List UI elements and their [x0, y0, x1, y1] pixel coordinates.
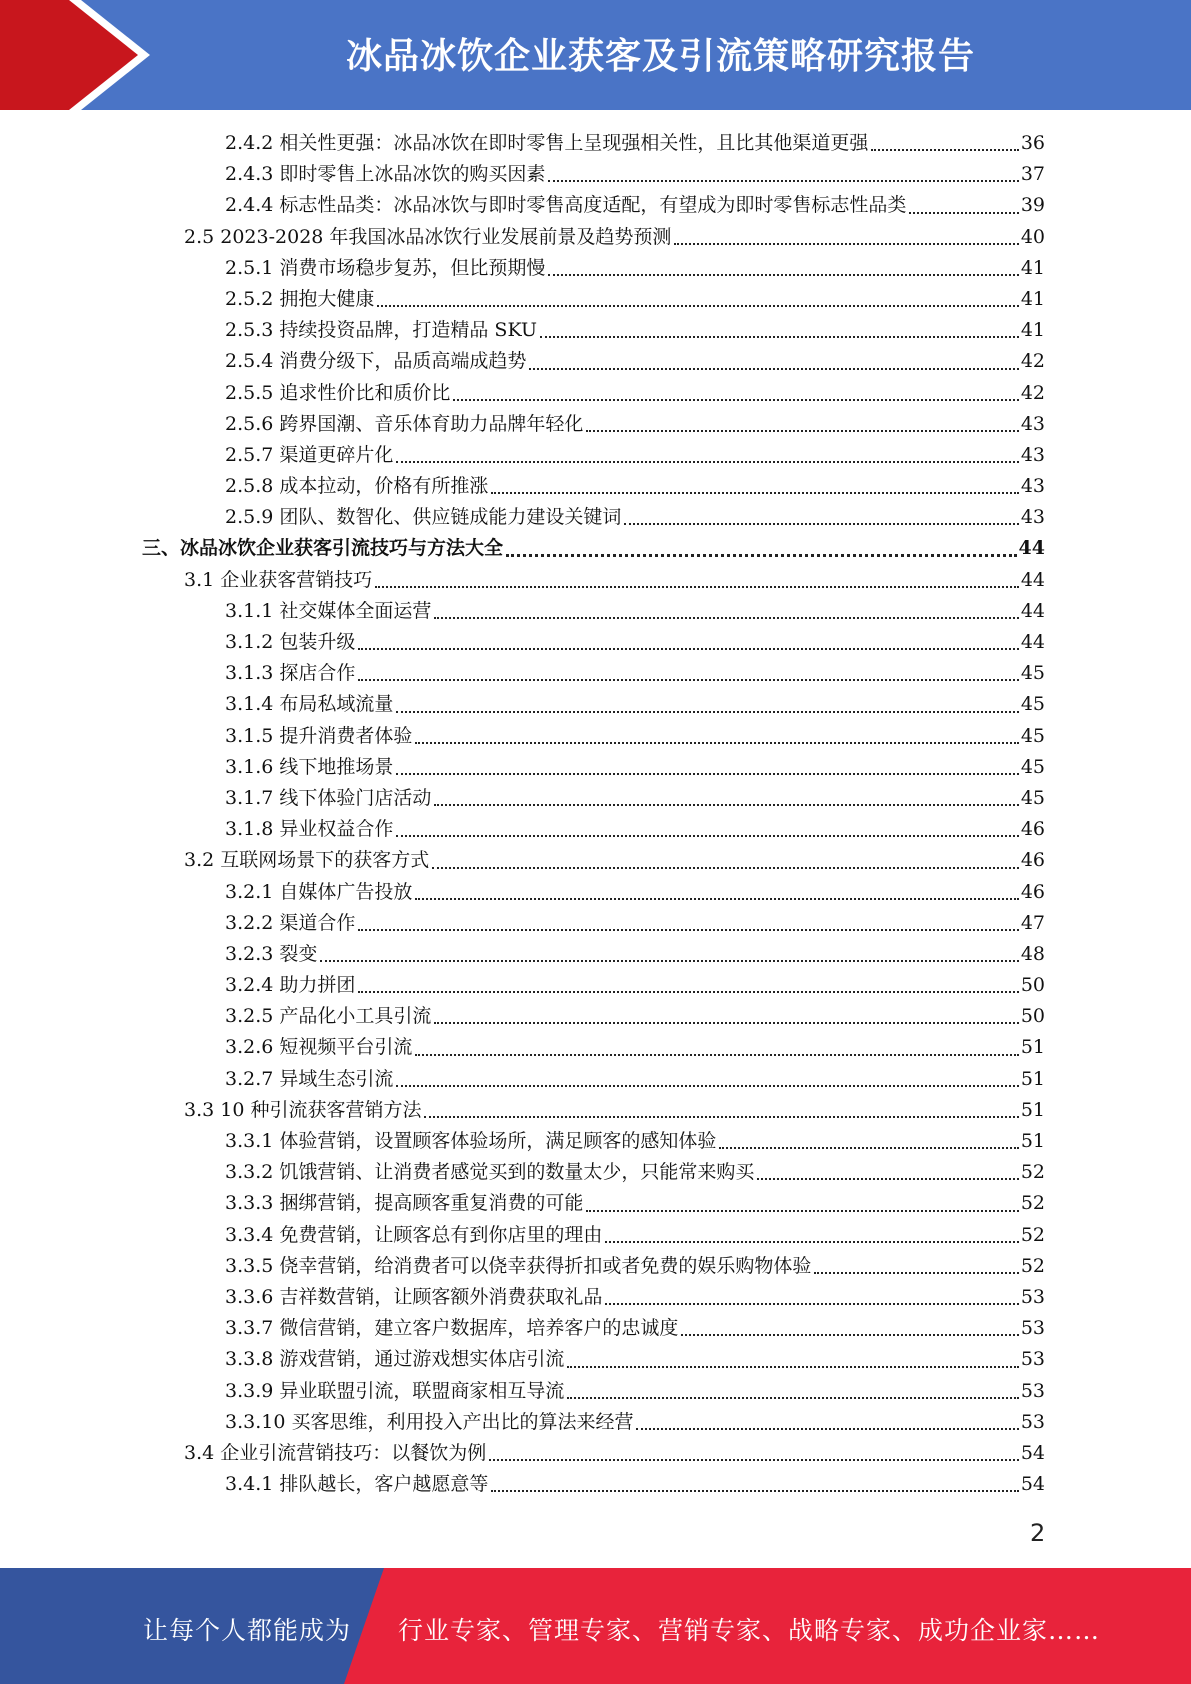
toc-entry-page: 48	[1020, 942, 1045, 965]
toc-entry-line	[184, 845, 1045, 876]
toc-entry-page: 43	[1020, 475, 1045, 498]
toc-entry-label: 2.5.8 成本拉动，价格有所推涨	[225, 475, 489, 498]
toc-entry-page: 53	[1020, 1317, 1045, 1340]
page-footer	[0, 1568, 1191, 1684]
toc-entry-page: 45	[1020, 724, 1045, 747]
toc-entry[interactable]	[0, 939, 1191, 970]
toc-entry-line	[225, 1313, 1045, 1344]
toc-entry-page: 51	[1020, 1067, 1045, 1090]
toc-entry-page: 44	[1018, 537, 1045, 560]
toc-entry-label: 2.5.2 拥抱大健康	[225, 287, 375, 310]
toc-entry-label: 3.4 企业引流营销技巧：以餐饮为例	[184, 1441, 487, 1464]
toc-entry-line	[225, 658, 1045, 689]
toc-entry-line	[225, 1469, 1045, 1500]
toc-entry-line	[225, 721, 1045, 752]
toc-entry-line	[225, 783, 1045, 814]
toc-entry[interactable]	[0, 1095, 1191, 1126]
toc-entry-label: 3.3.8 游戏营销，通过游戏想实体店引流	[225, 1348, 565, 1371]
toc-entry-label: 3.1.5 提升消费者体验	[225, 724, 413, 747]
toc-entry-label: 3.3 10 种引流获客营销方法	[184, 1098, 422, 1121]
toc-leader-dots	[909, 212, 1018, 214]
toc-entry-line	[225, 409, 1045, 440]
toc-leader-dots	[358, 648, 1018, 650]
toc-entry-label: 3.2.7 异域生态引流	[225, 1067, 394, 1090]
toc-leader-dots	[605, 1241, 1018, 1243]
toc-entry-label: 2.5.3 持续投资品牌，打造精品 SKU	[225, 319, 537, 342]
toc-entry-label: 3.3.4 免费营销，让顾客总有到你店里的理由	[225, 1223, 603, 1246]
toc-entry[interactable]	[0, 1344, 1191, 1375]
toc-entry-line	[225, 128, 1045, 159]
toc-entry-label: 3.2.3 裂变	[225, 942, 318, 965]
toc-leader-dots	[674, 243, 1018, 245]
toc-leader-dots	[605, 1303, 1018, 1305]
toc-leader-dots	[719, 1147, 1018, 1149]
toc-entry-line	[225, 908, 1045, 939]
toc-entry-line	[225, 346, 1045, 377]
toc-entry-line	[225, 1282, 1045, 1313]
toc-entry-page: 44	[1020, 599, 1045, 622]
toc-entry-label: 3.1.3 探店合作	[225, 662, 356, 685]
toc-entry[interactable]	[0, 222, 1191, 253]
toc-entry-page: 43	[1020, 412, 1045, 435]
toc-entry-line	[184, 1438, 1045, 1469]
toc-entry[interactable]	[0, 1064, 1191, 1095]
toc-leader-dots	[396, 1085, 1018, 1087]
toc-entry-label: 2.4.4 标志性品类：冰品冰饮与即时零售高度适配，有望成为即时零售标志性品类	[225, 194, 907, 217]
toc-entry-label: 3.1.4 布局私域流量	[225, 693, 394, 716]
toc-entry-page: 53	[1020, 1410, 1045, 1433]
toc-entry-page: 42	[1020, 350, 1045, 373]
toc-leader-dots	[548, 180, 1018, 182]
toc-leader-dots	[396, 835, 1018, 837]
toc-entry-page: 47	[1020, 911, 1045, 934]
toc-entry-label: 3.1.7 线下体验门店活动	[225, 786, 432, 809]
toc-leader-dots	[424, 1116, 1018, 1118]
toc-entry[interactable]	[0, 1251, 1191, 1282]
toc-entry-line	[225, 1251, 1045, 1282]
toc-entry[interactable]	[0, 627, 1191, 658]
toc-entry-label: 三、冰品冰饮企业获客引流技巧与方法大全	[142, 537, 504, 560]
toc-entry-page: 41	[1020, 319, 1045, 342]
toc-leader-dots	[548, 274, 1018, 276]
toc-entry[interactable]	[0, 877, 1191, 908]
toc-entry[interactable]	[0, 471, 1191, 502]
toc-entry[interactable]	[0, 1032, 1191, 1063]
toc-leader-dots	[636, 1428, 1018, 1430]
toc-entry-label: 2.5.5 追求性价比和质价比	[225, 381, 451, 404]
toc-entry-page: 52	[1020, 1161, 1045, 1184]
toc-entry-line	[225, 1220, 1045, 1251]
toc-entry[interactable]	[0, 845, 1191, 876]
toc-entry-line	[225, 1126, 1045, 1157]
toc-entry-page: 39	[1020, 194, 1045, 217]
toc-entry-line	[225, 627, 1045, 658]
toc-entry-line	[225, 378, 1045, 409]
toc-entry[interactable]	[0, 908, 1191, 939]
header-arrow-icon	[0, 0, 138, 110]
toc-entry-line	[225, 159, 1045, 190]
toc-entry-label: 3.2.5 产品化小工具引流	[225, 1005, 432, 1028]
toc-entry-line	[225, 315, 1045, 346]
toc-leader-dots	[491, 1490, 1018, 1492]
toc-leader-dots	[586, 1210, 1018, 1212]
footer-slogan-left: 让每个人都能成为	[143, 1616, 352, 1645]
toc-entry[interactable]	[0, 315, 1191, 346]
toc-entry[interactable]	[0, 128, 1191, 159]
toc-leader-dots	[358, 929, 1018, 931]
toc-entry[interactable]	[0, 752, 1191, 783]
toc-entry-page: 36	[1020, 132, 1045, 154]
toc-leader-dots	[396, 461, 1018, 463]
toc-entry-label: 3.1.2 包装升级	[225, 631, 356, 653]
report-title: 冰品冰饮企业获客及引流策略研究报告	[345, 36, 975, 77]
toc-entry-line	[225, 877, 1045, 908]
toc-entry[interactable]	[0, 596, 1191, 627]
toc-entry-page: 53	[1020, 1348, 1045, 1371]
toc-entry[interactable]	[0, 284, 1191, 315]
toc-entry[interactable]	[0, 565, 1191, 596]
toc-leader-dots	[489, 1459, 1019, 1461]
toc-entry-label: 3.3.10 买客思维，利用投入产出比的算法来经营	[225, 1410, 634, 1433]
toc-entry[interactable]	[0, 658, 1191, 689]
toc-entry-page: 45	[1020, 786, 1045, 809]
toc-leader-dots	[358, 679, 1018, 681]
toc-entry-label: 3.1.1 社交媒体全面运营	[225, 599, 432, 622]
toc-entry-line	[225, 752, 1045, 783]
toc-entry[interactable]	[0, 970, 1191, 1001]
toc-entry-label: 2.5.6 跨界国潮、音乐体育助力品牌年轻化	[225, 412, 584, 435]
toc-entry-line	[225, 939, 1045, 970]
toc-entry-page: 51	[1020, 1098, 1045, 1121]
toc-entry-label: 2.4.3 即时零售上冰品冰饮的购买因素	[225, 163, 546, 186]
toc-entry-page: 51	[1020, 1130, 1045, 1152]
toc-entry[interactable]	[0, 533, 1191, 564]
toc-entry-page: 53	[1020, 1379, 1045, 1402]
toc-entry[interactable]	[0, 1001, 1191, 1032]
toc-leader-dots	[529, 368, 1018, 370]
toc-entry-page: 37	[1020, 163, 1045, 186]
toc-entry-line	[225, 1376, 1045, 1407]
toc-entry[interactable]	[0, 409, 1191, 440]
toc-entry[interactable]	[0, 1376, 1191, 1407]
toc-entry-page: 46	[1020, 849, 1045, 872]
toc-entry-line	[225, 970, 1045, 1001]
toc-entry-page: 44	[1020, 631, 1045, 653]
toc-entry-page: 40	[1020, 225, 1045, 248]
toc-entry[interactable]	[0, 1282, 1191, 1313]
toc-leader-dots	[814, 1272, 1018, 1274]
toc-entry[interactable]	[0, 440, 1191, 471]
toc-entry-label: 3.3.1 体验营销，设置顾客体验场所，满足顾客的感知体验	[225, 1130, 717, 1152]
toc-entry-label: 3.2 互联网场景下的获客方式	[184, 849, 430, 872]
toc-entry-page: 52	[1020, 1223, 1045, 1246]
toc-entry-line	[225, 253, 1045, 284]
toc-leader-dots	[432, 867, 1019, 869]
toc-entry-page: 44	[1020, 568, 1045, 591]
toc-leader-dots	[567, 1397, 1018, 1399]
toc-entry-label: 3.4.1 排队越长，客户越愿意等	[225, 1473, 489, 1496]
toc-entry-page: 41	[1020, 287, 1045, 310]
toc-leader-dots	[871, 149, 1018, 151]
toc-entry[interactable]	[0, 1157, 1191, 1188]
toc-entry-page: 53	[1020, 1285, 1045, 1308]
toc-entry-label: 3.2.6 短视频平台引流	[225, 1036, 413, 1059]
toc-leader-dots	[434, 804, 1018, 806]
toc-entry[interactable]	[0, 253, 1191, 284]
toc-leader-dots	[377, 305, 1018, 307]
toc-entry-label: 2.5.9 团队、数智化、供应链成能力建设关键词	[225, 506, 622, 529]
toc-entry[interactable]	[0, 502, 1191, 533]
toc-entry[interactable]	[0, 1407, 1191, 1438]
toc-entry-label: 3.2.1 自媒体广告投放	[225, 880, 413, 903]
toc-leader-dots	[434, 617, 1018, 619]
toc-entry[interactable]	[0, 190, 1191, 221]
toc-entry-page: 41	[1020, 256, 1045, 279]
toc-entry-label: 2.4.2 相关性更强：冰品冰饮在即时零售上呈现强相关性，且比其他渠道更强	[225, 132, 869, 154]
toc-entry-line	[184, 565, 1045, 596]
toc-entry-label: 2.5.1 消费市场稳步复苏，但比预期慢	[225, 256, 546, 279]
toc-entry[interactable]	[0, 1438, 1191, 1469]
toc-entry-page: 50	[1020, 1005, 1045, 1028]
toc-entry-line	[184, 1095, 1045, 1126]
toc-leader-dots	[540, 336, 1019, 338]
toc-leader-dots	[415, 1054, 1018, 1056]
toc-entry[interactable]	[0, 159, 1191, 190]
toc-entry-line	[225, 190, 1045, 221]
toc-entry-page: 52	[1020, 1254, 1045, 1277]
toc-entry-label: 3.2.2 渠道合作	[225, 911, 356, 934]
toc-entry-page: 50	[1020, 974, 1045, 997]
toc-entry[interactable]	[0, 1126, 1191, 1157]
toc-entry-page: 45	[1020, 755, 1045, 778]
toc-entry[interactable]	[0, 689, 1191, 720]
toc-entry-line	[225, 1064, 1045, 1095]
toc-entry-label: 3.2.4 助力拼团	[225, 974, 356, 997]
toc-entry-label: 3.3.3 捆绑营销，提高顾客重复消费的可能	[225, 1192, 584, 1215]
page-header	[0, 0, 1191, 110]
toc-entry[interactable]	[0, 814, 1191, 845]
toc-entry-label: 3.1.6 线下地推场景	[225, 755, 394, 778]
toc-entry-line	[142, 533, 1045, 564]
toc-leader-dots	[506, 554, 1017, 557]
toc-leader-dots	[586, 430, 1018, 432]
toc-entry[interactable]	[0, 1469, 1191, 1500]
toc-leader-dots	[453, 399, 1018, 401]
toc-entry-line	[225, 1001, 1045, 1032]
toc-leader-dots	[396, 711, 1018, 713]
toc-entry-line	[225, 502, 1045, 533]
toc-entry[interactable]	[0, 721, 1191, 752]
toc-leader-dots	[681, 1334, 1018, 1336]
toc-entry-page: 42	[1020, 381, 1045, 404]
toc-entry[interactable]	[0, 783, 1191, 814]
toc-leader-dots	[375, 586, 1019, 588]
toc-entry-label: 3.3.9 异业联盟引流，联盟商家相互导流	[225, 1379, 565, 1402]
toc-entry-label: 2.5.7 渠道更碎片化	[225, 443, 394, 466]
toc-entry-page: 45	[1020, 662, 1045, 685]
toc-entry[interactable]	[0, 1188, 1191, 1219]
toc-leader-dots	[396, 773, 1018, 775]
toc-entry-page: 54	[1020, 1473, 1045, 1496]
toc-entry-line	[184, 222, 1045, 253]
page-number: 2	[1030, 1519, 1046, 1547]
toc-entry-label: 3.3.5 侥幸营销，给消费者可以侥幸获得折扣或者免费的娱乐购物体验	[225, 1254, 812, 1277]
toc-entry-line	[225, 440, 1045, 471]
toc-entry-label: 3.3.6 吉祥数营销，让顾客额外消费获取礼品	[225, 1285, 603, 1308]
table-of-contents	[0, 128, 1191, 1500]
toc-leader-dots	[415, 742, 1018, 744]
toc-leader-dots	[415, 898, 1018, 900]
toc-leader-dots	[491, 492, 1018, 494]
toc-entry-line	[225, 471, 1045, 502]
toc-entry-line	[225, 1188, 1045, 1219]
toc-entry-label: 2.5 2023-2028 年我国冰品冰饮行业发展前景及趋势预测	[184, 225, 672, 248]
toc-entry-page: 43	[1020, 506, 1045, 529]
toc-leader-dots	[434, 1022, 1018, 1024]
toc-entry-line	[225, 596, 1045, 627]
toc-leader-dots	[757, 1178, 1018, 1180]
toc-entry-label: 3.3.7 微信营销，建立客户数据库，培养客户的忠诚度	[225, 1317, 679, 1340]
toc-entry-line	[225, 1032, 1045, 1063]
toc-entry-label: 3.1 企业获客营销技巧	[184, 568, 373, 591]
toc-entry[interactable]	[0, 1220, 1191, 1251]
toc-entry-line	[225, 689, 1045, 720]
toc-leader-dots	[624, 523, 1018, 525]
toc-leader-dots	[358, 991, 1018, 993]
toc-entry-page: 45	[1020, 693, 1045, 716]
toc-entry-page: 46	[1020, 880, 1045, 903]
toc-entry-line	[225, 1157, 1045, 1188]
toc-entry-line	[225, 1344, 1045, 1375]
toc-entry-line	[225, 284, 1045, 315]
toc-entry-page: 54	[1020, 1441, 1045, 1464]
toc-entry[interactable]	[0, 346, 1191, 377]
toc-entry-page: 43	[1020, 443, 1045, 466]
toc-entry-label: 3.3.2 饥饿营销、让消费者感觉买到的数量太少，只能常来购买	[225, 1161, 755, 1184]
toc-entry-label: 2.5.4 消费分级下，品质高端成趋势	[225, 350, 527, 373]
toc-entry[interactable]	[0, 1313, 1191, 1344]
toc-entry-page: 52	[1020, 1192, 1045, 1215]
toc-entry-line	[225, 814, 1045, 845]
toc-entry-page: 51	[1020, 1036, 1045, 1059]
toc-entry[interactable]	[0, 378, 1191, 409]
toc-leader-dots	[320, 960, 1018, 962]
toc-entry-page: 46	[1020, 818, 1045, 841]
footer-slogan-right: 行业专家、管理专家、营销专家、战略专家、成功企业家……	[398, 1616, 1101, 1645]
toc-entry-line	[225, 1407, 1045, 1438]
toc-entry-label: 3.1.8 异业权益合作	[225, 818, 394, 841]
toc-leader-dots	[567, 1366, 1018, 1368]
